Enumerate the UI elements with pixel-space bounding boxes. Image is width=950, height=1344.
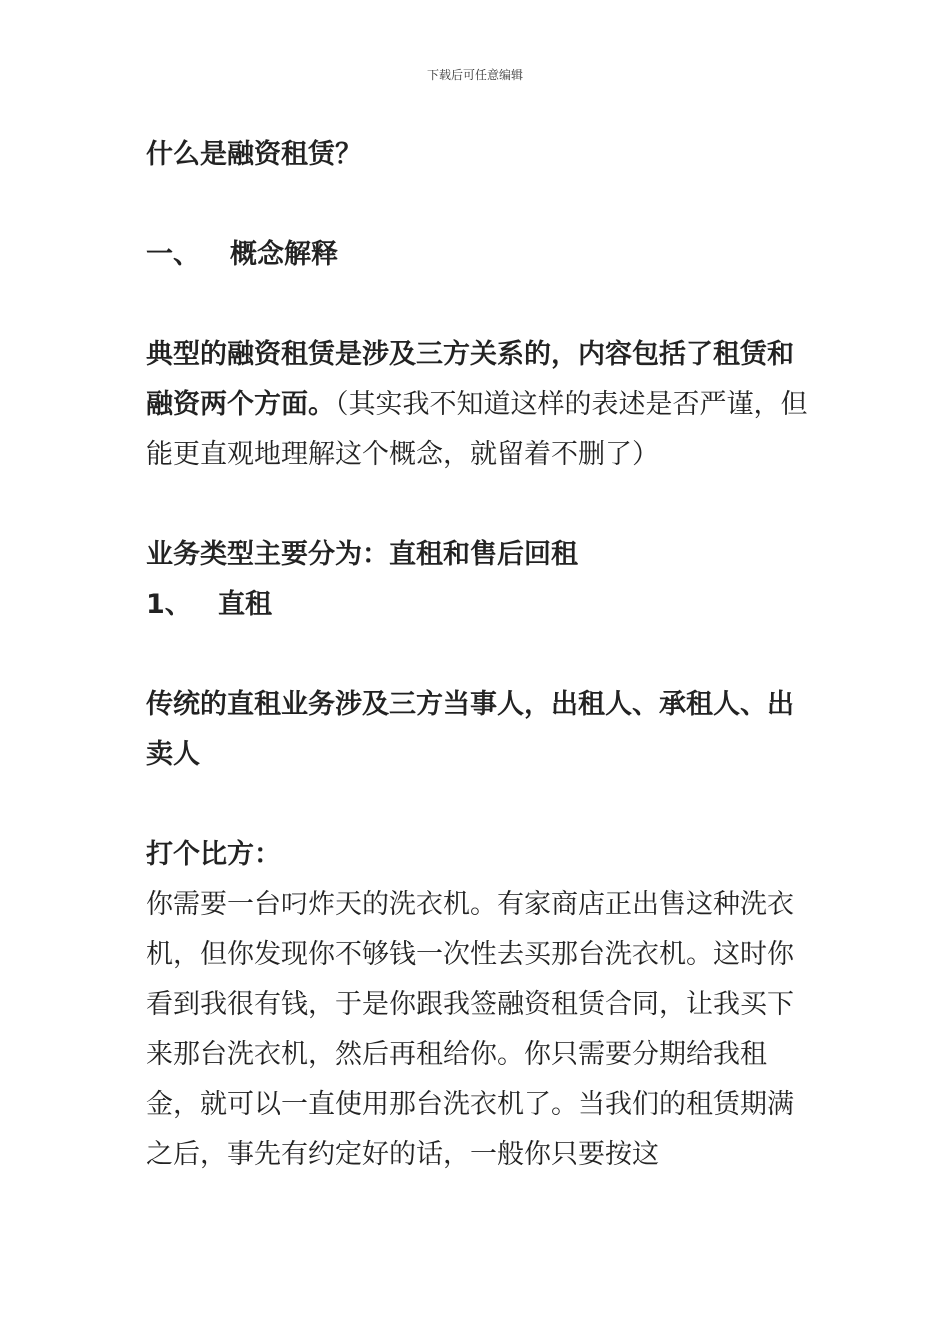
paragraph-definition — [146, 330, 811, 480]
business-types-line: 业务类型主要分为：直租和售后回租 — [146, 539, 578, 570]
subsection-number: 1、 — [146, 589, 192, 620]
subsection-heading-1 — [146, 580, 811, 630]
document-title: 什么是融资租赁？ — [146, 139, 362, 170]
document-body — [146, 130, 811, 1180]
section-heading-1 — [146, 230, 811, 280]
subsection-title: 直租 — [218, 589, 272, 620]
section-title: 概念解释 — [230, 239, 338, 270]
definition-bold-text: 典型的融资租赁是涉及三方关系的，内容包括了租赁和融资两个方面。 — [146, 339, 794, 420]
definition-note-text: （其实我不知道这样的表述是否严谨，但能更直观地理解这个概念，就留着不删了） — [146, 389, 808, 470]
page-header: 下载后可任意编辑 — [426, 68, 523, 82]
section-number: 一、 — [146, 239, 200, 270]
example-heading: 打个比方： — [146, 839, 281, 870]
paragraph-direct-lease: 传统的直租业务涉及三方当事人，出租人、承租人、出卖人 — [146, 689, 794, 770]
example-paragraph: 你需要一台叼炸天的洗衣机。有家商店正出售这种洗衣机，但你发现你不够钱一次性去买那台洗衣机。这时你看到我很有钱，于是你跟我签融资租赁合同，让我买下来那台洗衣机，然后再租给你。你只需要分期给我租金，就可以一直使用那台洗衣机了。当我们的租赁期满之后，事先有约定好的话，一般你只要按这 — [146, 889, 794, 1170]
